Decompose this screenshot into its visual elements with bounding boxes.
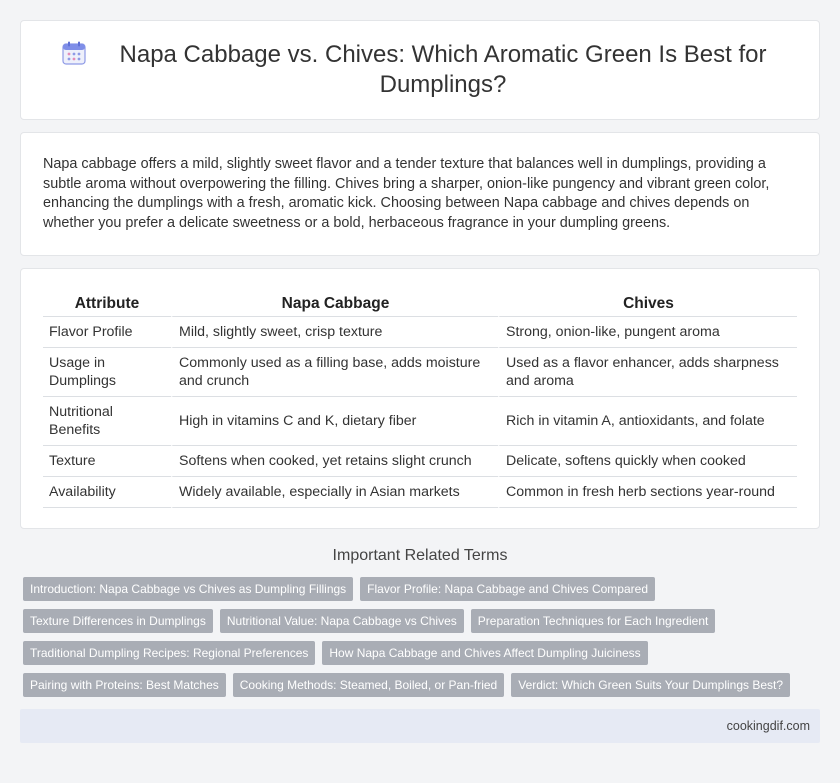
related-term-tag[interactable]: Introduction: Napa Cabbage vs Chives as Dumpling Fillings bbox=[23, 577, 353, 601]
table-row bbox=[43, 397, 797, 446]
cell-napa-cabbage: High in vitamins C and K, dietary fiber bbox=[171, 397, 498, 446]
cell-attribute: Flavor Profile bbox=[43, 317, 171, 348]
table-row bbox=[43, 348, 797, 397]
related-term-tag[interactable]: How Napa Cabbage and Chives Affect Dumpling Juiciness bbox=[322, 641, 647, 665]
intro-card bbox=[20, 132, 820, 256]
cell-napa-cabbage: Widely available, especially in Asian markets bbox=[171, 477, 498, 508]
cell-attribute: Texture bbox=[43, 446, 171, 477]
related-term-tag[interactable]: Flavor Profile: Napa Cabbage and Chives Compared bbox=[360, 577, 655, 601]
header-attribute: Attribute bbox=[43, 289, 171, 317]
table-row bbox=[43, 446, 797, 477]
cell-attribute: Nutritional Benefits bbox=[43, 397, 171, 446]
comparison-table-card bbox=[20, 268, 820, 529]
cell-attribute: Availability bbox=[43, 477, 171, 508]
header-napa-cabbage: Napa Cabbage bbox=[171, 289, 498, 317]
title-row bbox=[61, 40, 779, 100]
comparison-table bbox=[43, 289, 797, 508]
cell-chives: Rich in vitamin A, antioxidants, and folate bbox=[498, 397, 797, 446]
related-term-tag[interactable]: Nutritional Value: Napa Cabbage vs Chives bbox=[220, 609, 464, 633]
cell-napa-cabbage: Softens when cooked, yet retains slight crunch bbox=[171, 446, 498, 477]
footer bbox=[20, 709, 820, 743]
cell-chives: Delicate, softens quickly when cooked bbox=[498, 446, 797, 477]
related-term-tag[interactable]: Preparation Techniques for Each Ingredient bbox=[471, 609, 716, 633]
related-term-tag[interactable]: Texture Differences in Dumplings bbox=[23, 609, 213, 633]
related-terms-tags bbox=[20, 577, 820, 705]
related-term-tag[interactable]: Traditional Dumpling Recipes: Regional Preferences bbox=[23, 641, 315, 665]
title-card bbox=[20, 20, 820, 120]
site-link[interactable]: cookingdif.com bbox=[726, 719, 810, 733]
header-chives: Chives bbox=[498, 289, 797, 317]
related-term-tag[interactable]: Cooking Methods: Steamed, Boiled, or Pan-fried bbox=[233, 673, 504, 697]
table-row bbox=[43, 477, 797, 508]
related-term-tag[interactable]: Verdict: Which Green Suits Your Dumplings Best? bbox=[511, 673, 790, 697]
table-header-row bbox=[43, 289, 797, 317]
cell-chives: Common in fresh herb sections year-round bbox=[498, 477, 797, 508]
related-terms-title: Important Related Terms bbox=[332, 547, 508, 564]
cell-chives: Strong, onion-like, pungent aroma bbox=[498, 317, 797, 348]
cell-napa-cabbage: Commonly used as a filling base, adds moisture and crunch bbox=[171, 348, 498, 397]
related-terms-section bbox=[20, 547, 820, 705]
cell-attribute: Usage in Dumplings bbox=[43, 348, 171, 397]
table-row bbox=[43, 317, 797, 348]
calendar-icon bbox=[61, 40, 87, 66]
related-term-tag[interactable]: Pairing with Proteins: Best Matches bbox=[23, 673, 226, 697]
cell-napa-cabbage: Mild, slightly sweet, crisp texture bbox=[171, 317, 498, 348]
page-title: Napa Cabbage vs. Chives: Which Aromatic Green Is Best for Dumplings? bbox=[119, 41, 767, 98]
cell-chives: Used as a flavor enhancer, adds sharpness and aroma bbox=[498, 348, 797, 397]
intro-paragraph: Napa cabbage offers a mild, slightly sweet flavor and a tender texture that balances well in dumplings, providing a subtle aroma without overpowering the filling. Chives bring a sharper, onion-like pungency and vibrant green color, enhancing the dumplings with a fresh, aromatic kick. Choosing between Napa cabbage and chives depends on whether you prefer a delicate sweetness or a bold, herbaceous fragrance in your dumpling greens. bbox=[43, 156, 770, 231]
